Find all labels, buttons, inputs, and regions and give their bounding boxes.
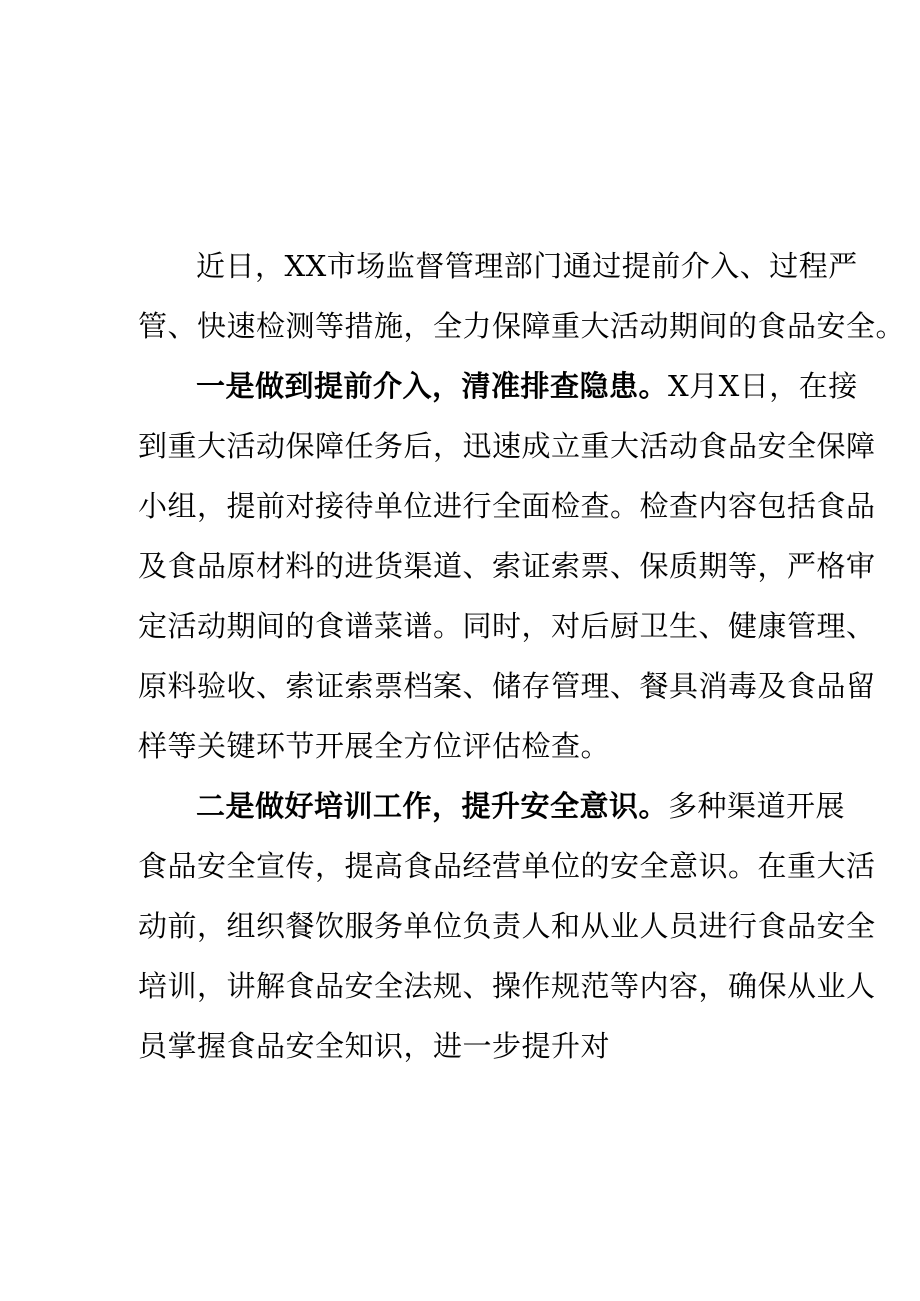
paragraph-2-line-1-text: X月X日，在接 (668, 369, 858, 403)
paragraph-2-line-5: 定活动期间的食谱菜谱。同时，对后厨卫生、健康管理、 (138, 609, 876, 643)
paragraph-3-line-5: 员掌握食品安全知识，进一步提升对 (138, 1029, 611, 1063)
paragraph-1-line-2: 管、快速检测等措施，全力保障重大活动期间的食品安全。 (138, 309, 906, 343)
paragraph-1-line-1: 近日，XX市场监督管理部门通过提前介入、过程严 (196, 249, 858, 283)
paragraph-2-heading: 一是做到提前介入，清准排查隐患。 (196, 369, 669, 403)
paragraph-2-line-2: 到重大活动保障任务后，迅速成立重大活动食品安全保障 (138, 429, 876, 463)
paragraph-2-line-7: 样等关键环节开展全方位评估检查。 (138, 729, 611, 763)
paragraph-2-line-6: 原料验收、索证索票档案、储存管理、餐具消毒及食品留 (138, 669, 876, 703)
paragraph-3-line-4: 培训，讲解食品安全法规、操作规范等内容，确保从业人 (138, 969, 876, 1003)
paragraph-3-line-2: 食品安全宣传，提高食品经营单位的安全意识。在重大活 (138, 849, 876, 883)
paragraph-2-line-1 (196, 366, 858, 406)
paragraph-3-line-3: 动前，组织餐饮服务单位负责人和从业人员进行食品安全 (138, 909, 876, 943)
paragraph-3-heading: 二是做好培训工作，提升安全意识。 (196, 789, 669, 823)
paragraph-3-line-1-text: 多种渠道开展 (668, 789, 846, 823)
paragraph-2-line-3: 小组，提前对接待单位进行全面检查。检查内容包括食品 (138, 489, 876, 523)
paragraph-2-line-4: 及食品原材料的进货渠道、索证索票、保质期等，严格审 (138, 549, 876, 583)
paragraph-3-line-1 (196, 786, 846, 826)
